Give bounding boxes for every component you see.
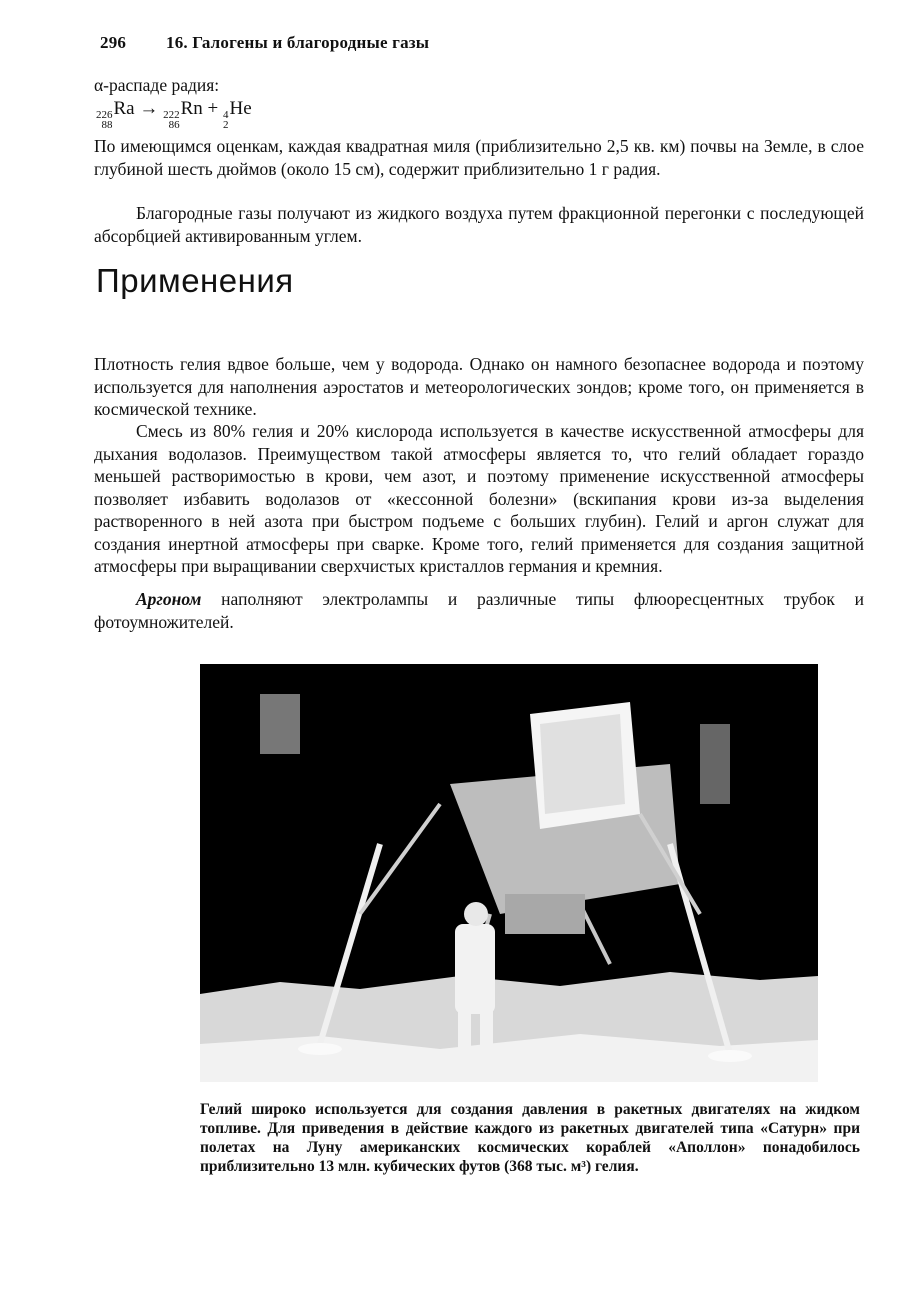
he-symbol: He [229, 98, 252, 119]
page-number: 296 [100, 33, 127, 52]
rn-isotope-numbers: 222 86 [163, 109, 180, 131]
argon-rest: наполняют электролампы и различные типы флюоресцентных трубок и фотоумножителей. [94, 589, 864, 632]
rn-symbol: Rn [180, 98, 203, 119]
decay-equation [96, 98, 252, 130]
argon-italic: Аргоном [136, 589, 202, 609]
section-heading: Применения [96, 262, 294, 299]
ra-isotope-numbers: 226 88 [96, 109, 113, 131]
photo-caption: Гелий широко используется для создания давления в ракетных двигателях на жидком топливе. Для приведения в действие каждого из ракетных двигателей типа «Сатурн» при полетах на Луну американских космических кораблей «Аполлон» понадобилось приблизительно 13 млн. кубических футов (368 тыс. м³) гелия. [200, 1101, 860, 1175]
he-isotope-numbers: 4 2 [223, 109, 229, 131]
paragraph-radium: По имеющимся оценкам, каждая квадратная миля (приблизительно 2,5 кв. км) почвы на Земле, в слое глубиной шесть дюймов (около 15 см), содержит приблизительно 1 г радия. [94, 136, 864, 179]
paragraph-breathing-mixture: Смесь из 80% гелия и 20% кислорода используется в качестве искусственной атмосферы для дыхания водолазов. Преимуществом такой атмосферы является то, что гелий обладает гораздо меньшей растворимостью в крови, чем азот, и поэтому применение искусственной атмосферы позволяет избавить водолазов от «кессонной болезни» (вскипания крови из-за выделения растворенного в ней азота при быстром подъеме с больших глубин). Гелий и аргон служат для создания инертной атмосферы при сварке. Кроме того, гелий применяется для создания защитной атмосферы при выращивании сверхчистых кристаллов германия и кремния. [94, 421, 864, 576]
plus: + [207, 98, 219, 119]
chapter-title: 16. Галогены и благородные газы [166, 33, 430, 52]
ra-symbol: Ra [113, 98, 135, 119]
paragraph-production: Благородные газы получают из жидкого воздуха путем фракционной перегонки с последующей абсорбцией активированным углем. [94, 203, 864, 246]
page-header [100, 33, 429, 53]
lunar-module-photo [200, 664, 818, 1082]
arrow: → [139, 98, 159, 119]
paragraph-helium-density: Плотность гелия вдвое больше, чем у водорода. Однако он намного безопаснее водорода и поэтому используется для наполнения аэростатов и метеорологических зондов; кроме того, он применяется в космической технике. [94, 354, 864, 419]
intro-line: α-распаде радия: [94, 75, 220, 95]
paragraph-argon [94, 588, 864, 633]
